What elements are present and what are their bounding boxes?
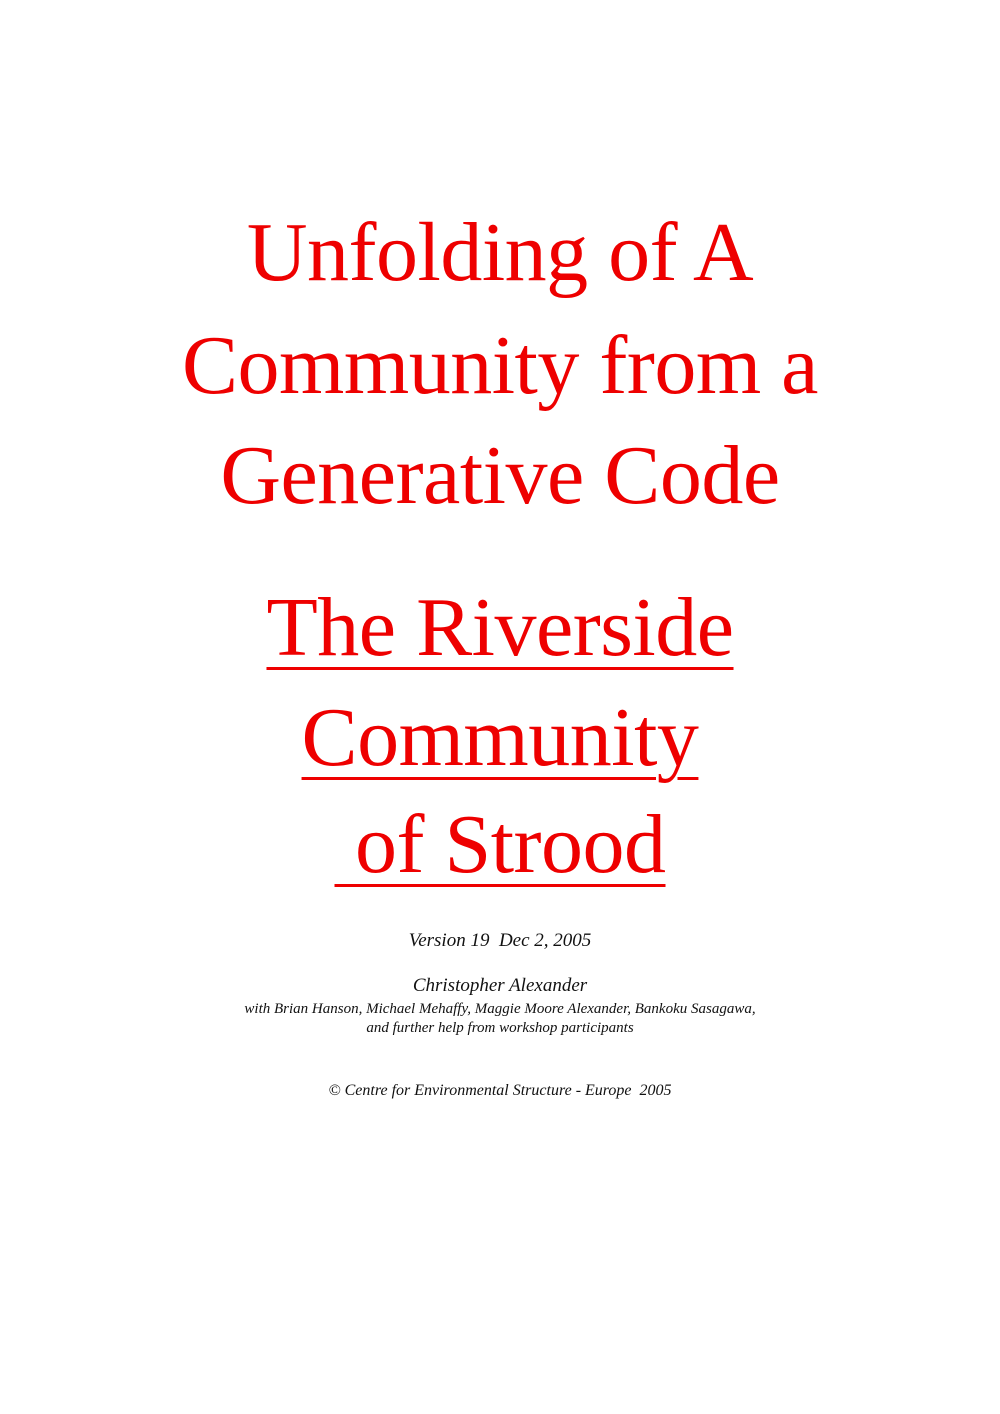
subtitle-line-1-text: The Riverside xyxy=(266,581,734,674)
title-line-2: Community from a xyxy=(182,319,818,412)
title-line-1: Unfolding of A xyxy=(246,206,754,299)
subtitle-line-2 xyxy=(0,690,1000,786)
author-name: Christopher Alexander xyxy=(412,975,588,996)
subtitle-line-3 xyxy=(0,797,1000,893)
version-text: Version 19 Dec 2, 2005 xyxy=(408,930,592,951)
title-line-3: Generative Code xyxy=(220,429,780,522)
collaborators-line-2: and further help from workshop participants xyxy=(366,1020,634,1036)
subtitle-line-3-text: of Strood xyxy=(334,798,666,891)
copyright-notice: © Centre for Environmental Structure - Europe 2005 xyxy=(328,1082,672,1099)
subtitle-line-1 xyxy=(0,580,1000,676)
subtitle-line-2-text: Community xyxy=(301,691,699,784)
collaborators-line-1: with Brian Hanson, Michael Mehaffy, Maggie Moore Alexander, Bankoku Sasagawa, xyxy=(244,1001,756,1017)
